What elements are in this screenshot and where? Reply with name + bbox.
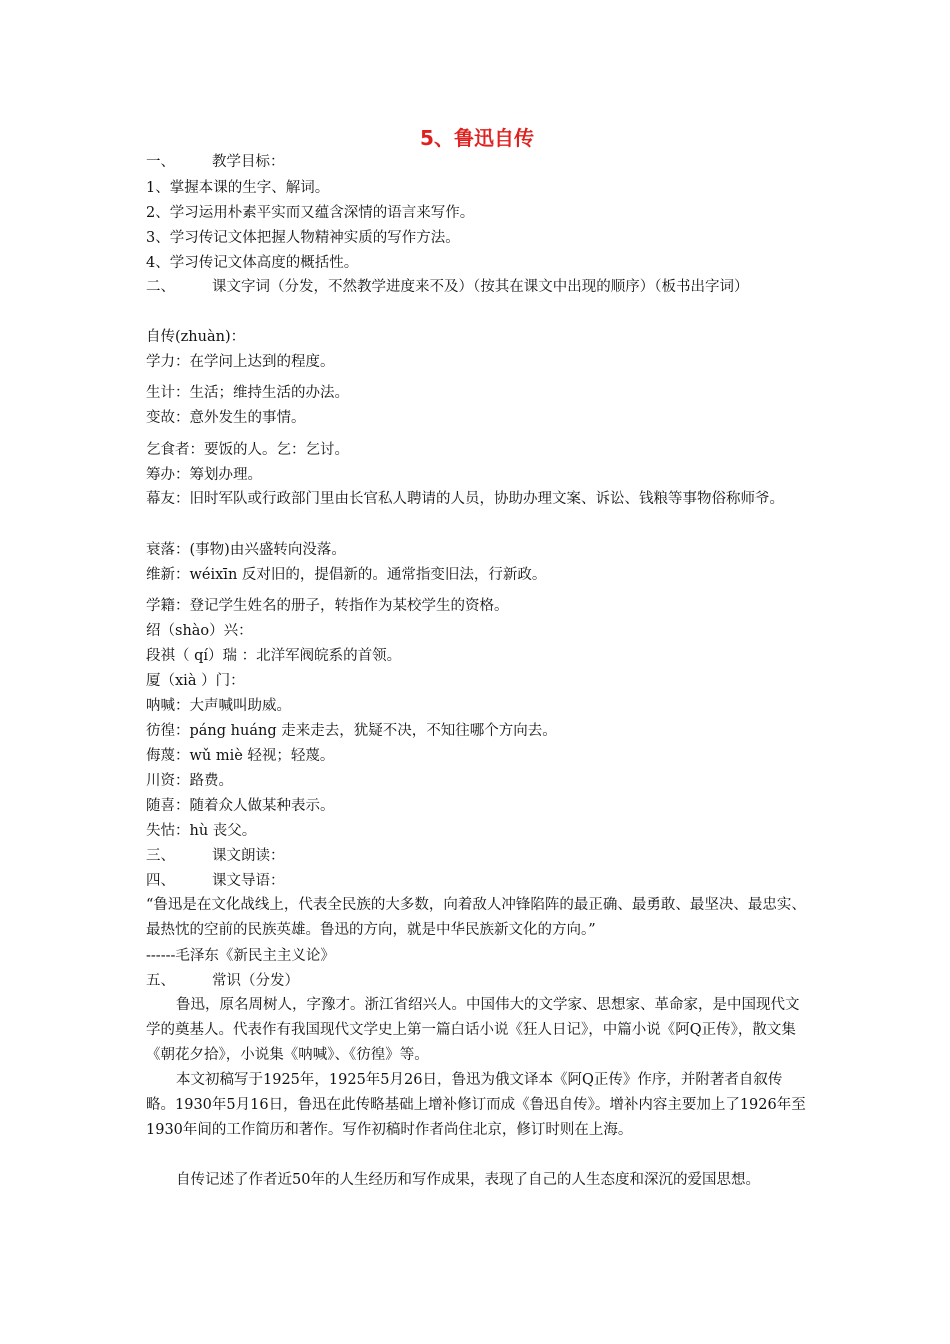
- section-2-heading: [146, 275, 808, 300]
- section-number: 二、: [146, 279, 175, 295]
- word-entry: 自传(zhuàn)：: [146, 329, 246, 345]
- word-entry: 维新：wéixīn 反对旧的，提倡新的。通常指变旧法，行新政。: [146, 567, 547, 583]
- word-entry: 变故：意外发生的事情。: [146, 410, 306, 426]
- word-entry: 生计：生活；维持生活的办法。: [146, 385, 349, 401]
- word-entry: 厦（xià ）门：: [146, 673, 245, 689]
- word-entry: 衰落：(事物)由兴盛转向没落。: [146, 542, 346, 558]
- goal-item: 4、学习传记文体高度的概括性。: [146, 255, 359, 271]
- word-entry: 侮蔑：wǔ miè 轻视；轻蔑。: [146, 748, 335, 764]
- section-1-heading: [146, 152, 285, 172]
- word-entry: 幕友：旧时军队或行政部门里由长官私人聘请的人员，协助办理文案、诉讼、钱粮等事物俗称师爷。: [146, 491, 784, 507]
- word-entry: 乞食者：要饭的人。乞：乞讨。: [146, 442, 349, 458]
- section-number: 三、: [146, 848, 175, 864]
- paragraph: 自传记述了作者近50年的人生经历和写作成果，表现了自己的人生态度和深沉的爱国思想。: [176, 1172, 760, 1188]
- section-label: 课文导语：: [212, 873, 285, 889]
- word-entry: 段祺（ qí）瑞 ：北洋军阀皖系的首领。: [146, 648, 402, 664]
- word-entry: 绍（shào）兴：: [146, 623, 253, 639]
- section-number: 一、: [146, 154, 175, 170]
- word-entry: 呐喊：大声喊叫助威。: [146, 698, 291, 714]
- word-entry: 筹办：筹划办理。: [146, 467, 262, 483]
- word-entry: 彷徨：páng huáng 走来走去，犹疑不决，不知往哪个方向去。: [146, 723, 557, 739]
- mao-quote: “鲁迅是在文化战线上，代表全民族的大多数，向着敌人冲锋陷阵的最正确、最勇敢、最坚决、最忠实、最热忱的空前的民族英雄。鲁迅的方向，就是中华民族新文化的方向。”: [146, 897, 806, 938]
- section-number: 四、: [146, 873, 175, 889]
- section-3-heading: [146, 846, 285, 866]
- word-entry: 随喜：随着众人做某种表示。: [146, 798, 335, 814]
- word-entry: 川资：路费。: [146, 773, 233, 789]
- section-number: 五、: [146, 973, 175, 989]
- goal-item: 2、学习运用朴素平实而又蕴含深情的语言来写作。: [146, 205, 475, 221]
- word-entry: 学力：在学问上达到的程度。: [146, 354, 335, 370]
- paragraph: 鲁迅，原名周树人，字豫才。浙江省绍兴人。中国伟大的文学家、思想家、革命家，是中国现代文学的奠基人。代表作有我国现代文学史上第一篇白话小说《狂人日记》，中篇小说《阿Q正传》，散文集《朝花夕拾》，小说集《呐喊》、《彷徨》等。: [146, 997, 800, 1063]
- quote-source: ------毛泽东《新民主主义论》: [146, 948, 335, 964]
- section-label: 课文字词（分发，不然教学进度来不及）（按其在课文中出现的顺序）（板书出字词）: [212, 279, 749, 295]
- section-4-heading: [146, 871, 285, 891]
- goal-item: 1、掌握本课的生字、解词。: [146, 180, 330, 196]
- word-entry: 失怙：hù 丧父。: [146, 823, 257, 839]
- section-label: 常识（分发）: [212, 973, 299, 989]
- goal-item: 3、学习传记文体把握人物精神实质的写作方法。: [146, 230, 460, 246]
- section-5-heading: [146, 971, 299, 991]
- page-title: 5、鲁迅自传: [420, 126, 534, 150]
- paragraph: 本文初稿写于1925年，1925年5月26日，鲁迅为俄文译本《阿Q正传》作序，并附著者自叙传略。1930年5月16日，鲁迅在此传略基础上增补修订而成《鲁迅自传》。增补内容主要加上了1926年至1930年间的工作简历和著作。写作初稿时作者尚住北京，修订时则在上海。: [146, 1072, 806, 1138]
- word-entry: 学籍：登记学生姓名的册子，转指作为某校学生的资格。: [146, 598, 509, 614]
- section-label: 课文朗读：: [212, 848, 285, 864]
- section-label: 教学目标：: [212, 154, 285, 170]
